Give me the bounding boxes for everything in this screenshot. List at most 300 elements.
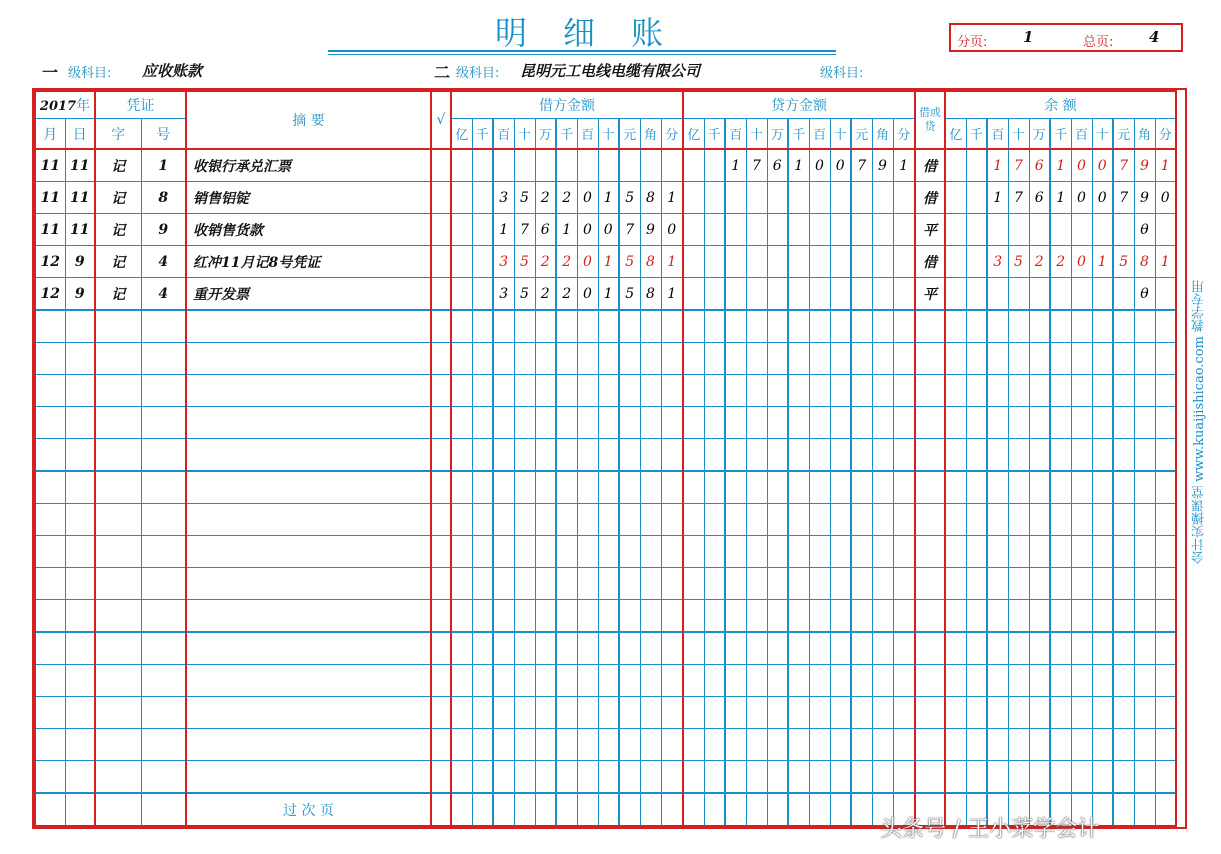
credit-digit [746, 600, 767, 633]
balance-digit [1134, 793, 1155, 826]
day-cell: 9 [65, 246, 95, 278]
balance-digit [1092, 568, 1113, 600]
debit-digit [535, 665, 556, 697]
debit-digit [493, 439, 514, 472]
debit-digit [661, 632, 683, 665]
credit-digit [746, 504, 767, 536]
credit-digit [893, 182, 915, 214]
balance-digit [987, 568, 1008, 600]
credit-digit: 1 [893, 149, 915, 182]
credit-digit [704, 504, 725, 536]
balance-digit: 1 [1155, 149, 1176, 182]
debit-digit [640, 697, 661, 729]
summary-cell [186, 729, 431, 761]
debit-digit: 3 [493, 182, 514, 214]
balance-digit [1092, 375, 1113, 407]
debit-unit-header: 百 [577, 119, 598, 150]
debit-digit [472, 343, 493, 375]
month-cell: 11 [35, 182, 65, 214]
credit-digit [788, 729, 809, 761]
dc-cell [915, 504, 945, 536]
credit-digit [851, 439, 872, 472]
debit-digit [535, 697, 556, 729]
balance-digit [987, 504, 1008, 536]
voucher-no-cell [141, 536, 186, 568]
balance-digit [1155, 310, 1176, 343]
credit-digit [767, 665, 788, 697]
credit-digit [851, 665, 872, 697]
check-cell [431, 504, 451, 536]
credit-digit [893, 214, 915, 246]
check-cell [431, 182, 451, 214]
balance-digit [945, 504, 966, 536]
credit-digit [725, 600, 746, 633]
voucher-no-cell: 1 [141, 149, 186, 182]
credit-unit-header: 角 [872, 119, 893, 150]
balance-digit [1155, 504, 1176, 536]
debit-digit: 5 [514, 182, 535, 214]
dc-cell: 借 [915, 246, 945, 278]
debit-digit [535, 600, 556, 633]
balance-digit: θ [1134, 278, 1155, 311]
debit-digit [472, 536, 493, 568]
credit-digit [683, 439, 704, 472]
balance-digit [1092, 439, 1113, 472]
balance-digit [1071, 536, 1092, 568]
credit-unit-header: 十 [830, 119, 851, 150]
title-underline [328, 50, 836, 52]
table-row [35, 214, 1176, 246]
debit-digit [661, 149, 683, 182]
total-page-label: 总页: [1083, 35, 1114, 50]
balance-digit: θ [1134, 214, 1155, 246]
balance-digit [987, 375, 1008, 407]
balance-digit: 1 [1155, 246, 1176, 278]
month-cell [35, 536, 65, 568]
table-row [35, 310, 1176, 343]
credit-digit [704, 665, 725, 697]
balance-digit: 7 [1113, 182, 1134, 214]
debit-digit: 1 [598, 278, 619, 311]
debit-digit [535, 793, 556, 826]
check-cell [431, 729, 451, 761]
voucher-no-cell: 4 [141, 278, 186, 311]
debit-digit [493, 149, 514, 182]
credit-digit [746, 697, 767, 729]
balance-digit [1008, 697, 1029, 729]
balance-digit [945, 439, 966, 472]
balance-digit [1029, 729, 1050, 761]
credit-digit [683, 214, 704, 246]
balance-digit [945, 343, 966, 375]
debit-digit [472, 439, 493, 472]
debit-digit [598, 310, 619, 343]
credit-digit [725, 375, 746, 407]
voucher-no-cell [141, 632, 186, 665]
month-cell [35, 407, 65, 439]
credit-digit [683, 793, 704, 826]
credit-digit [767, 632, 788, 665]
credit-digit [704, 407, 725, 439]
credit-digit [725, 568, 746, 600]
month-cell: 12 [35, 246, 65, 278]
debit-digit [451, 632, 472, 665]
debit-digit [640, 536, 661, 568]
balance-digit: 9 [1134, 149, 1155, 182]
balance-digit [966, 729, 987, 761]
credit-digit [746, 439, 767, 472]
day-cell [65, 407, 95, 439]
credit-digit [893, 343, 915, 375]
debit-unit-header: 千 [556, 119, 577, 150]
table-row [35, 278, 1176, 311]
balance-digit [966, 665, 987, 697]
balance-digit [1134, 407, 1155, 439]
debit-unit-header: 千 [472, 119, 493, 150]
credit-digit [704, 182, 725, 214]
debit-digit [535, 439, 556, 472]
debit-digit [493, 632, 514, 665]
balance-digit [1050, 504, 1071, 536]
balance-header: 余 额 [945, 91, 1176, 119]
credit-digit [893, 632, 915, 665]
debit-digit: 5 [514, 246, 535, 278]
credit-digit [809, 665, 830, 697]
debit-digit [577, 439, 598, 472]
balance-digit [1113, 761, 1134, 794]
balance-digit [966, 439, 987, 472]
debit-digit [577, 310, 598, 343]
balance-digit [1029, 375, 1050, 407]
debit-digit [661, 665, 683, 697]
credit-digit [893, 504, 915, 536]
balance-digit [1092, 407, 1113, 439]
credit-digit [809, 471, 830, 504]
summary-cell [186, 600, 431, 633]
credit-digit [767, 471, 788, 504]
credit-digit [851, 278, 872, 311]
dc-cell [915, 665, 945, 697]
credit-unit-header: 亿 [683, 119, 704, 150]
summary-cell [186, 536, 431, 568]
debit-digit [598, 343, 619, 375]
balance-unit-header: 元 [1113, 119, 1134, 150]
balance-digit [1155, 214, 1176, 246]
balance-digit [987, 697, 1008, 729]
day-cell [65, 697, 95, 729]
balance-digit [1071, 343, 1092, 375]
credit-digit [872, 697, 893, 729]
debit-digit [451, 504, 472, 536]
credit-digit [746, 343, 767, 375]
balance-digit [1071, 697, 1092, 729]
balance-digit [966, 375, 987, 407]
credit-unit-header: 元 [851, 119, 872, 150]
debit-digit [640, 310, 661, 343]
balance-digit [966, 246, 987, 278]
debit-unit-header: 亿 [451, 119, 472, 150]
credit-digit [725, 761, 746, 794]
debit-digit [598, 761, 619, 794]
voucher-word-cell [95, 600, 141, 633]
debit-digit [619, 439, 640, 472]
debit-digit: 0 [577, 246, 598, 278]
balance-digit [1155, 471, 1176, 504]
credit-digit [788, 793, 809, 826]
debit-digit [472, 214, 493, 246]
debit-digit [661, 471, 683, 504]
debit-digit [598, 471, 619, 504]
debit-digit [619, 729, 640, 761]
balance-digit: 0 [1071, 182, 1092, 214]
credit-digit [788, 375, 809, 407]
month-cell [35, 697, 65, 729]
credit-digit [767, 536, 788, 568]
day-cell [65, 536, 95, 568]
debit-digit: 2 [535, 246, 556, 278]
table-row [35, 697, 1176, 729]
level1-label: 级科目: [68, 66, 112, 81]
check-cell [431, 761, 451, 794]
balance-digit [1071, 310, 1092, 343]
balance-digit [966, 471, 987, 504]
balance-digit [1134, 471, 1155, 504]
credit-digit [872, 471, 893, 504]
balance-digit [1029, 568, 1050, 600]
credit-digit [809, 568, 830, 600]
debit-digit [472, 729, 493, 761]
credit-digit [767, 343, 788, 375]
credit-digit [788, 665, 809, 697]
debit-digit [472, 471, 493, 504]
year-value: 2017 [39, 99, 77, 114]
month-cell [35, 375, 65, 407]
summary-cell [186, 697, 431, 729]
check-cell [431, 278, 451, 311]
balance-digit [1134, 310, 1155, 343]
credit-digit [872, 407, 893, 439]
month-cell [35, 761, 65, 794]
credit-digit [767, 310, 788, 343]
balance-digit [987, 729, 1008, 761]
credit-digit [809, 536, 830, 568]
debit-digit [619, 697, 640, 729]
dc-cell [915, 375, 945, 407]
credit-digit [767, 407, 788, 439]
balance-digit [1134, 600, 1155, 633]
level2-label: 级科目: [456, 66, 500, 81]
balance-unit-header: 十 [1008, 119, 1029, 150]
balance-digit [987, 278, 1008, 311]
balance-digit [987, 407, 1008, 439]
balance-digit [1092, 536, 1113, 568]
balance-unit-header: 角 [1134, 119, 1155, 150]
debit-digit [556, 504, 577, 536]
balance-digit [945, 375, 966, 407]
balance-unit-header: 亿 [945, 119, 966, 150]
balance-digit [945, 471, 966, 504]
credit-digit [704, 632, 725, 665]
balance-digit [987, 439, 1008, 472]
debit-digit: 1 [661, 278, 683, 311]
credit-digit [851, 536, 872, 568]
debit-digit [472, 375, 493, 407]
day-cell [65, 504, 95, 536]
debit-digit [493, 729, 514, 761]
credit-digit [704, 568, 725, 600]
voucher-no-cell: 4 [141, 246, 186, 278]
credit-digit [893, 697, 915, 729]
balance-digit [1008, 761, 1029, 794]
voucher-word-cell [95, 504, 141, 536]
balance-digit [1092, 761, 1113, 794]
dc-cell [915, 471, 945, 504]
debit-digit [577, 600, 598, 633]
month-cell: 11 [35, 214, 65, 246]
table-row [35, 761, 1176, 794]
debit-digit [514, 343, 535, 375]
balance-digit [966, 182, 987, 214]
year-suffix: 年 [76, 98, 91, 114]
debit-digit [577, 761, 598, 794]
balance-unit-header: 百 [987, 119, 1008, 150]
balance-digit [1029, 278, 1050, 311]
balance-digit [1071, 278, 1092, 311]
voucher-no-cell [141, 600, 186, 633]
voucher-no-cell: 9 [141, 214, 186, 246]
debit-digit: 2 [556, 246, 577, 278]
credit-digit [788, 632, 809, 665]
balance-digit [1071, 375, 1092, 407]
footer-cell [95, 793, 141, 826]
debit-digit [493, 343, 514, 375]
month-cell [35, 343, 65, 375]
debit-digit [451, 343, 472, 375]
credit-digit [683, 600, 704, 633]
debit-digit [472, 665, 493, 697]
credit-digit [851, 729, 872, 761]
debit-digit [451, 697, 472, 729]
balance-digit [1155, 761, 1176, 794]
debit-digit [514, 439, 535, 472]
voucher-word-cell: 记 [95, 214, 141, 246]
debit-digit [619, 536, 640, 568]
credit-digit [893, 310, 915, 343]
credit-digit: 6 [767, 149, 788, 182]
balance-digit [1113, 697, 1134, 729]
voucher-no-cell [141, 568, 186, 600]
day-cell [65, 471, 95, 504]
debit-unit-header: 万 [535, 119, 556, 150]
debit-digit [640, 665, 661, 697]
debit-digit [451, 407, 472, 439]
balance-digit: 6 [1029, 149, 1050, 182]
credit-digit [746, 793, 767, 826]
credit-digit [893, 600, 915, 633]
dc-cell: 平 [915, 278, 945, 311]
balance-digit [1092, 504, 1113, 536]
balance-digit [1113, 214, 1134, 246]
balance-digit [1050, 375, 1071, 407]
balance-digit [1050, 761, 1071, 794]
credit-digit [872, 246, 893, 278]
debit-digit [598, 600, 619, 633]
credit-digit [746, 568, 767, 600]
balance-digit [966, 407, 987, 439]
balance-digit [1008, 471, 1029, 504]
debit-digit [556, 665, 577, 697]
footer-cell [35, 793, 65, 826]
balance-digit: 5 [1113, 246, 1134, 278]
debit-digit [556, 471, 577, 504]
balance-digit: 0 [1071, 246, 1092, 278]
voucher-word-cell [95, 568, 141, 600]
balance-digit [1029, 504, 1050, 536]
balance-digit: 1 [1050, 149, 1071, 182]
debit-digit [514, 697, 535, 729]
credit-digit [683, 343, 704, 375]
debit-digit [661, 407, 683, 439]
credit-digit [725, 632, 746, 665]
credit-digit [809, 697, 830, 729]
credit-digit [872, 761, 893, 794]
credit-digit [788, 343, 809, 375]
debit-digit [514, 568, 535, 600]
balance-digit: 0 [1092, 149, 1113, 182]
balance-unit-header: 万 [1029, 119, 1050, 150]
debit-digit [493, 600, 514, 633]
balance-unit-header: 分 [1155, 119, 1176, 150]
balance-digit [1071, 407, 1092, 439]
credit-unit-header: 千 [788, 119, 809, 150]
credit-digit [809, 729, 830, 761]
summary-cell [186, 471, 431, 504]
footer-cell [141, 793, 186, 826]
balance-digit [1008, 536, 1029, 568]
debit-digit [556, 793, 577, 826]
balance-digit: 5 [1008, 246, 1029, 278]
check-cell [431, 375, 451, 407]
debit-digit [661, 310, 683, 343]
voucher-word-cell: 记 [95, 246, 141, 278]
balance-digit [1029, 343, 1050, 375]
credit-digit [893, 729, 915, 761]
credit-digit: 9 [872, 149, 893, 182]
summary-cell: 收销售货款 [186, 214, 431, 246]
debit-digit [493, 568, 514, 600]
balance-digit [966, 278, 987, 311]
balance-digit [1050, 568, 1071, 600]
credit-digit [683, 310, 704, 343]
balance-unit-header: 百 [1071, 119, 1092, 150]
debit-digit [577, 343, 598, 375]
credit-digit [788, 182, 809, 214]
credit-digit [851, 471, 872, 504]
check-cell [431, 439, 451, 472]
debit-digit [514, 375, 535, 407]
credit-digit [746, 761, 767, 794]
balance-digit [1050, 343, 1071, 375]
balance-digit: 9 [1134, 182, 1155, 214]
credit-digit [788, 697, 809, 729]
balance-digit [1134, 343, 1155, 375]
level1-prefix: 一 [42, 63, 59, 82]
summary-cell [186, 375, 431, 407]
day-cell: 9 [65, 278, 95, 311]
month-cell [35, 439, 65, 472]
dc-cell [915, 761, 945, 794]
credit-digit [830, 182, 851, 214]
